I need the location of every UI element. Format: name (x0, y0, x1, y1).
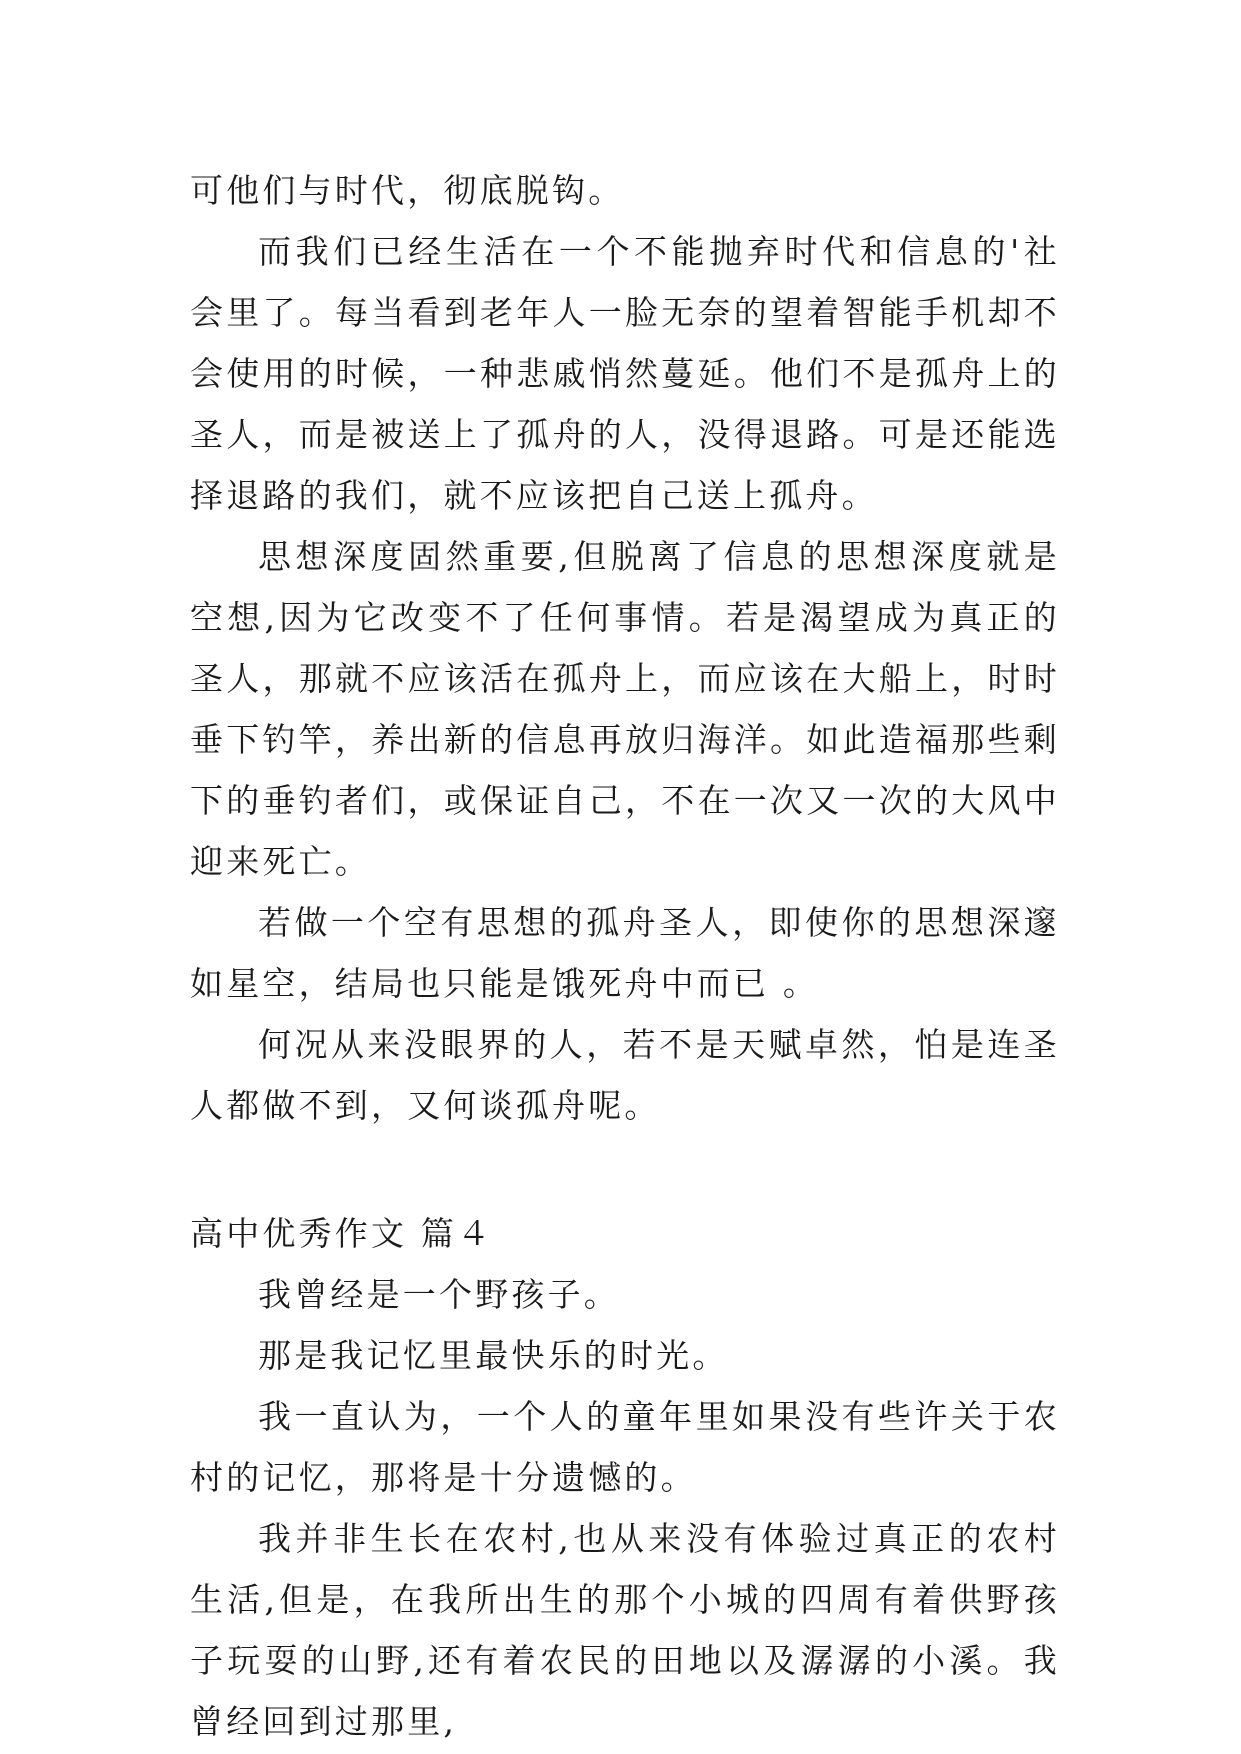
section-spacer (190, 1136, 1060, 1203)
paragraph: 那是我记忆里最快乐的时光。 (258, 1336, 729, 1375)
paragraph: 我曾经是一个野孩子。 (258, 1275, 620, 1314)
paragraph: 我并非生长在农村,也从来没有体验过真正的农村生活,但是，在我所出生的那个小城的四周有着供野孩子玩耍的山野,还有着农民的田地以及潺潺的小溪。我曾经回到过那里, (190, 1519, 1060, 1741)
document-page (190, 160, 1060, 1752)
paragraph: 若做一个空有思想的孤舟圣人，即使你的思想深邃如星空，结局也只能是饿死舟中而已 。 (190, 903, 1060, 1003)
section-heading: 高中优秀作文 篇４ (190, 1214, 494, 1253)
paragraph: 思想深度固然重要,但脱离了信息的思想深度就是空想,因为它改变不了任何事情。若是渴望成为真正的圣人，那就不应该活在孤舟上，而应该在大船上，时时垂下钓竿，养出新的信息再放归海洋。如此造福那些剩下的垂钓者们，或保证自己，不在一次又一次的大风中迎来死亡。 (190, 537, 1060, 881)
paragraph: 而我们已经生活在一个不能抛弃时代和信息的'社会里了。每当看到老年人一脸无奈的望着智能手机却不会使用的时候，一种悲戚悄然蔓延。他们不是孤舟上的圣人，而是被送上了孤舟的人，没得退路。可是还能选择退路的我们，就不应该把自己送上孤舟。 (190, 232, 1060, 515)
paragraph: 何况从来没眼界的人，若不是天赋卓然，怕是连圣人都做不到，又何谈孤舟呢。 (190, 1025, 1060, 1125)
paragraph: 可他们与时代，彻底脱钩。 (190, 171, 625, 210)
paragraph: 我一直认为，一个人的童年里如果没有些许关于农村的记忆，那将是十分遗憾的。 (190, 1397, 1060, 1497)
